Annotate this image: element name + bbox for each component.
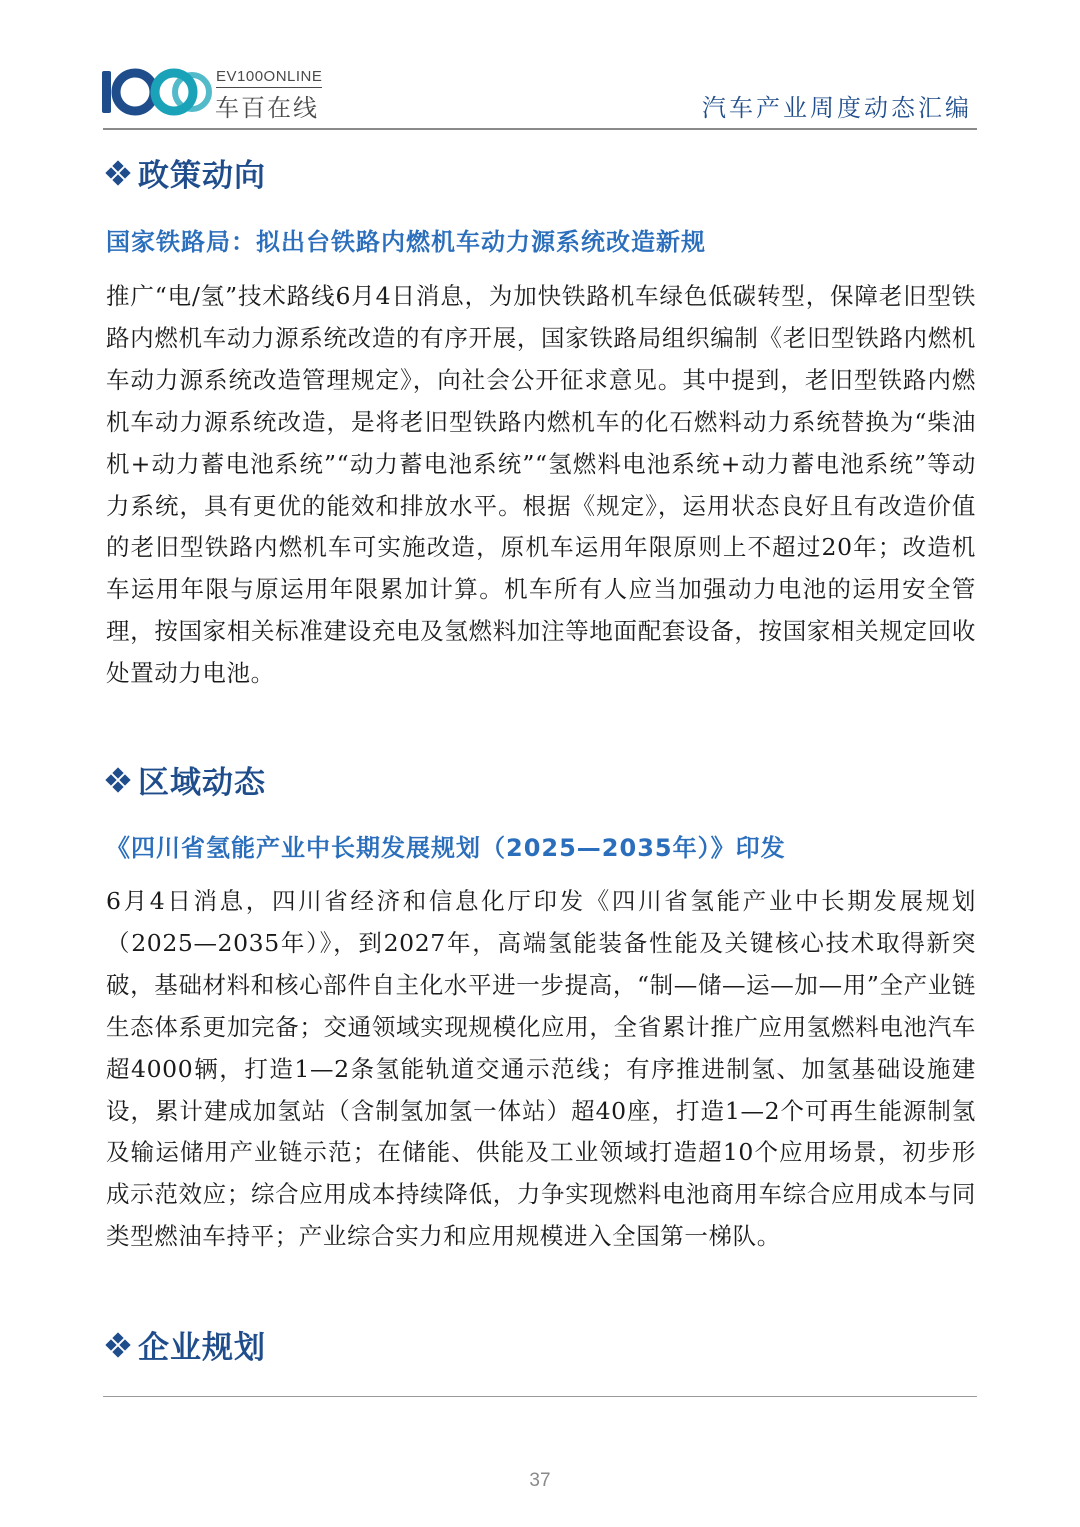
section-title-text: 企业规划 [138,1330,266,1366]
section-title-policy [106,150,266,195]
article-body: 推广“电/氢”技术路线6月4日消息，为加快铁路机车绿色低碳转型，保障老旧型铁路内燃机车动力源系统改造的有序开展，国家铁路局组织编制《老旧型铁路内燃机车动力源系统改造管理规定》，向社会公开征求意见。其中提到，老旧型铁路内燃机车动力源系统改造，是将老旧型铁路内燃机车的化石燃料动力系统替换为“柴油机+动力蓄电池系统”“动力蓄电池系统”“氢燃料电池系统+动力蓄电池系统”等动力系统，具有更优的能效和排放水平。根据《规定》，运用状态良好且有改造价值的老旧型铁路内燃机车可实施改造，原机车运用年限原则上不超过20年；改造机车运用年限与原运用年限累加计算。机车所有人应当加强动力电池的运用安全管理，按国家相关标准建设充电及氢燃料加注等地面配套设备，按国家相关规定回收处置动力电池。 [106,282,976,688]
article-body: 6月4日消息，四川省经济和信息化厅印发《四川省氢能产业中长期发展规划（2025—2035年）》，到2027年，高端氢能装备性能及关键核心技术取得新突破，基础材料和核心部件自主化水平进一步提高，“制—储—运—加—用”全产业链生态体系更加完备；交通领域实现规模化应用，全省累计推广应用氢燃料电池汽车超4000辆，打造1—2条氢能轨道交通示范线；有序推进制氢、加氢基础设施建设，累计建成加氢站（含制氢加氢一体站）超40座，打造1—2个可再生能源制氢及输运储用产业链示范；在储能、供能及工业领域打造超10个应用场景，初步形成示范效应；综合应用成本持续降低，力争实现燃料电池商用车综合应用成本与同类型燃油车持平；产业综合实力和应用规模进入全国第一梯队。 [106,887,976,1251]
section-title-enterprise [106,1322,266,1367]
footer-divider [103,1396,977,1397]
section-title-text: 政策动向 [138,158,266,194]
diamond-bullet-icon [106,768,130,792]
header-divider [103,128,977,130]
brand-name-en: EV100ONLINE [216,68,322,85]
brand-name-zh: 车百在线 [215,94,319,122]
ev100-logo-icon [102,62,212,120]
article-title: 《四川省氢能产业中长期发展规划（2025—2035年）》印发 [106,834,786,862]
page-header [0,0,1080,130]
section-title-text: 区域动态 [138,765,266,801]
section-title-regional [106,757,266,802]
diamond-bullet-icon [106,1333,130,1357]
page-number: 37 [529,1470,551,1491]
article-title: 国家铁路局：拟出台铁路内燃机车动力源系统改造新规 [106,228,706,256]
diamond-bullet-icon [106,161,130,185]
document-title: 汽车产业周度动态汇编 [702,94,972,122]
